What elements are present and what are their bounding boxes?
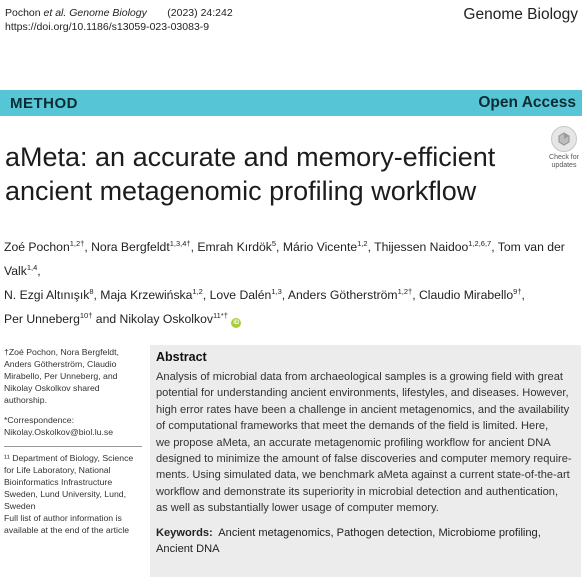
abstract-line: designed to minimize the amount of false discoveries and computer memory require- [156, 453, 572, 466]
check-updates-line-1: Check for [549, 154, 579, 161]
citation-authors: Pochon [5, 7, 41, 19]
author[interactable]: Nikolay Oskolkov$^{11*\dagger}$ [119, 311, 228, 326]
keywords [156, 525, 574, 558]
article-type-band [0, 90, 582, 116]
abstract-line: of computational frameworks that meet the demands of the field is limited. Here, [156, 420, 549, 433]
keywords-label: Keywords: [156, 526, 213, 539]
abstract-line: Analysis of microbial data from archaeological samples is a growing field with great [156, 371, 563, 383]
doi-link[interactable]: https://doi.org/10.1186/s13059-023-03083-9 [5, 21, 210, 33]
citation [5, 6, 233, 34]
correspondence-note [4, 414, 142, 438]
abstract-line: potential for understanding ancient environments, lifestyles, and diseases. However, [156, 387, 569, 400]
abstract-line: workflow and demonstrate its superiority in microbial detection and authentication, [156, 485, 559, 498]
full-list-note: Full list of author information is available at the end of the article [4, 513, 130, 535]
article-type-label: METHOD [10, 94, 78, 112]
author-list: Zoé Pochon$^{1,2\dagger}$, Nora Bergfeldt$^{1,3,4\dagger}$, Emrah Kırdök$^5$, Mário Vicente$^{1,2}$, Thijessen Naidoo$^{1,2,6,7}$, Tom van der Valk$^{1,4}$, N. Ezgi Altınışık$^8$, Maja Krzewińska$^{1,2}$, Love Dalén$^{1,3}$, Anders Götherström$^{1,2\dagger}$, Claudio Mirabello$^{9\dagger}$, Per Unneberg$^{10\dagger}$ and Nikolay Oskolkov$^{11*\dagger}$ iD [4, 239, 565, 326]
title-line-2: ancient metagenomic profiling workflow [5, 176, 477, 206]
affiliation-note: ¹¹ Department of Biology, Science for Life Laboratory, National Bioinformatics Infrastructure Sweden, Lund University, Lund, Sweden [4, 453, 134, 511]
citation-line [5, 6, 233, 20]
keywords-line-2: Ancient DNA [156, 543, 220, 556]
citation-etal: et al. [43, 7, 67, 19]
abstract-line: we propose aMeta, an accurate metagenomic profiling workflow for ancient DNA [156, 436, 551, 449]
author[interactable]: Nora Bergfeldt$^{1,3,4\dagger}$ [91, 239, 191, 254]
abstract-body [156, 369, 574, 517]
article-title [5, 140, 525, 208]
citation-journal: Genome Biology [69, 7, 147, 19]
author[interactable]: Love Dalén$^{1,3}$ [209, 287, 282, 302]
citation-year-volume: (2023) 24:242 [167, 7, 233, 19]
abstract-line: high error rates have been a challenge in ancient metagenomics, and the availability [156, 403, 570, 416]
abstract-box [150, 345, 581, 577]
check-updates-line-2: updates [551, 162, 577, 169]
author[interactable]: Thijessen Naidoo$^{1,2,6,7}$ [374, 239, 492, 254]
title-line-1: aMeta: an accurate and memory-efficient [5, 142, 496, 172]
author[interactable]: Anders Götherström$^{1,2\dagger}$ [287, 287, 413, 302]
abstract-line: as well as substantially lower usage of computer memory. [156, 502, 439, 515]
divider [4, 446, 142, 447]
shared-authorship-note: †Zoé Pochon, Nora Bergfeldt, Anders Götherström, Claudio Mirabello, Per Unneberg, and Nikolay Oskolkov shared authorship. [4, 347, 119, 405]
correspondence-label: *Correspondence: [4, 415, 75, 425]
author[interactable]: Maja Krzewińska$^{1,2}$ [100, 287, 203, 302]
sidenotes [4, 346, 142, 536]
check-for-updates-icon [551, 126, 577, 152]
open-access-label: Open Access [478, 94, 576, 111]
author[interactable]: Per Unneberg$^{10\dagger}$ [4, 311, 93, 326]
correspondence-email[interactable]: Nikolay.Oskolkov@biol.lu.se [4, 427, 114, 437]
author[interactable]: Tom van der Valk$^{1,4}$ [4, 240, 565, 278]
author[interactable]: Emrah Kırdök$^5$ [197, 239, 277, 254]
abstract-heading: Abstract [156, 350, 207, 364]
author[interactable]: N. Ezgi Altınışık$^8$ [4, 287, 94, 302]
abstract-line: ments. Using simulated data, we benchmark aMeta against a current state-of-the-art [156, 469, 570, 482]
author[interactable]: Mário Vicente$^{1,2}$ [282, 239, 368, 254]
keywords-line-1: Ancient metagenomics, Pathogen detection, Microbiome profiling, [218, 526, 541, 539]
author[interactable]: Claudio Mirabello$^{9\dagger}$ [418, 287, 522, 302]
author[interactable]: Zoé Pochon$^{1,2\dagger}$ [4, 239, 85, 254]
check-for-updates-button[interactable] [546, 126, 582, 170]
journal-name: Genome Biology [463, 6, 578, 23]
orcid-icon[interactable]: iD [233, 320, 240, 326]
